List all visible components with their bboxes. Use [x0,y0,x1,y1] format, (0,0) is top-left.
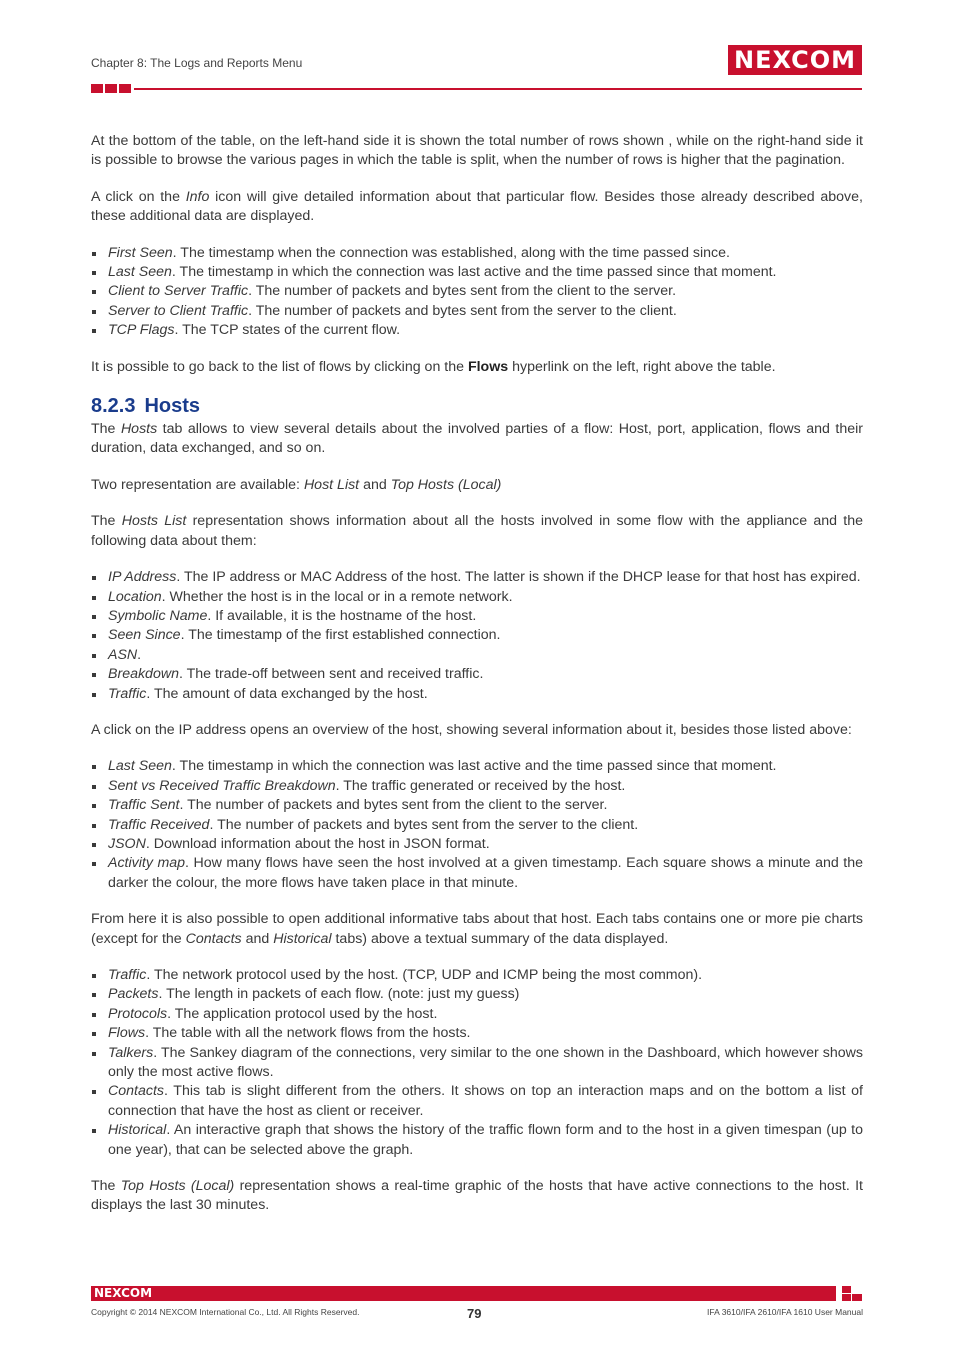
list-item-text: . If available, it is the hostname of the host. [207,607,477,624]
paragraph-tabs: From here it is also possible to open additional informative tabs about that host. Each tabs contains one or more pie charts (except for the Contacts and Historical tabs) above a textual summary of the data displayed. [91,911,863,947]
list-item [91,685,863,704]
list-item-term: Activity map [108,855,186,872]
list-item-term: Symbolic Name [108,607,208,624]
list-item-term: Contacts [108,1083,164,1100]
list-item-text: . The amount of data exchanged by the host. [146,685,428,702]
nexcom-logo: NEXCOM [728,45,862,75]
list-item [91,757,863,776]
list-item [91,1024,863,1043]
list-item-text: . The timestamp in which the connection was last active and the time passed since that moment. [171,264,777,281]
list-item [91,282,863,301]
paragraph-pagination: At the bottom of the table, on the left-hand side it is shown the total number of rows shown , while on the right-hand side it is possible to browse the various pages in which the table is split, when the number of rows is higher that the pagination. [91,133,863,169]
list-item-term: First Seen [108,244,173,261]
list-item-text: . Whether the host is in the local or in a remote network. [161,588,513,605]
paragraph-top-hosts: The Top Hosts (Local) representation shows a real-time graphic of the hosts that have active connections to the host. It displays the last 30 minutes. [91,1178,863,1214]
list-item [91,796,863,815]
list-item-text: . The number of packets and bytes sent from the server to the client. [248,302,677,319]
list-item [91,1121,863,1160]
chapter-title: Chapter 8: The Logs and Reports Menu [91,56,303,70]
list-item-term: Last Seen [108,264,172,281]
list-item-term: JSON [108,835,146,852]
flows-link-label: Flows [467,358,509,375]
list-item [91,646,863,665]
list-item-text: . The Sankey diagram of the connections, very similar to the one shown in the Dashboard, which however shows only the most active flows. [108,1044,863,1081]
list-item [91,966,863,985]
hosts-list-fields [91,568,863,704]
paragraph-hosts-list: The Hosts List representation shows information about all the hosts involved in some flow with the appliance and the following data about them: [91,513,863,549]
footer-squares-icon [842,1286,862,1301]
paragraph-hosts-tab: The Hosts tab allows to view several details about the involved parties of a flow: Host, port, application, flows and their duration, data exchanged, and so on. [91,421,863,457]
footer-bar [91,1286,836,1301]
list-item-term: Last Seen [108,758,172,775]
list-item [91,263,863,282]
page-number: 79 [467,1306,482,1321]
list-item [91,568,863,587]
list-item-term: IP Address [108,569,177,586]
list-item-text: . The timestamp in which the connection was last active and the time passed since that moment. [171,758,777,775]
list-item-text: . The timestamp when the connection was established, along with the time passed since. [172,244,730,261]
list-item-text: . The IP address or MAC Address of the host. The latter is shown if the DHCP lease for that host has expired. [176,569,861,586]
page-body [91,132,863,1233]
list-item-term: TCP Flags [108,322,175,339]
list-item-text: . The number of packets and bytes sent from the server to the client. [209,816,639,833]
list-item [91,302,863,321]
list-item-term: Sent vs Received Traffic Breakdown [108,777,336,794]
list-item-term: Historical [108,1122,167,1139]
host-tabs-list [91,966,863,1160]
list-item-term: ASN [108,646,138,663]
header-accent-blocks [91,84,131,93]
list-item-text: . The network protocol used by the host. (TCP, UDP and ICMP being the most common). [146,967,703,983]
list-item-text: . The length in packets of each flow. (note: just my guess) [158,986,520,1003]
list-item-term: Packets [108,986,159,1003]
list-item [91,244,863,263]
list-item [91,626,863,645]
list-item-text: . The number of packets and bytes sent from the client to the server. [248,283,677,300]
list-item [91,607,863,626]
header-rule [134,88,862,90]
paragraph-info-icon: A click on the Info icon will give detailed information about that particular flow. Besides those already described above, these additional data are displayed. [91,188,863,225]
list-item-text: . How many flows have seen the host involved at a given timestamp. Each square shows a minute and the darker the colour, the more flows have taken place in that minute. [108,855,863,891]
list-item [91,1044,863,1083]
section-number: 8.2.3 [91,395,136,418]
flow-details-list [91,244,863,341]
copyright: Copyright © 2014 NEXCOM International Co., Ltd. All Rights Reserved. [91,1307,360,1317]
list-item-text: . This tab is slight different from the others. It shows on top an interaction maps and on the bottom a list of connection that have the host as client or receiver. [108,1083,863,1119]
list-item [91,777,863,796]
list-item [91,1082,863,1121]
list-item-text: . The table with all the network flows from the hosts. [145,1025,471,1042]
list-item-term: Flows [108,1025,146,1042]
footer-logo: NEXCOM [94,1286,153,1300]
list-item-term: Breakdown [108,666,179,683]
list-item-term: Client to Server Traffic [108,283,249,300]
list-item-text: . [137,646,142,663]
list-item-term: Server to Client Traffic [108,302,249,319]
paragraph-representations: Two representation are available: Host List and Top Hosts (Local) [91,476,502,493]
list-item-text: . The number of packets and bytes sent from the client to the server. [179,797,608,814]
list-item-term: Seen Since [108,627,181,644]
info-term: Info [185,188,210,205]
section-heading [91,394,863,418]
list-item [91,1005,863,1024]
list-item-text: . An interactive graph that shows the history of the traffic flown form and to the host in a given timespan (up to one year), that can be selected above the graph. [108,1122,863,1158]
list-item-text: . The timestamp of the first established connection. [180,627,501,644]
list-item-text: . The application protocol used by the host. [167,1005,438,1022]
list-item-term: Traffic Sent [108,797,180,814]
list-item-term: Protocols [108,1005,168,1022]
list-item [91,985,863,1004]
list-item-term: Location [108,588,162,605]
list-item-term: Talkers [108,1044,154,1061]
list-item [91,835,863,854]
list-item [91,588,863,607]
list-item-text: . The traffic generated or received by the host. [335,777,626,794]
list-item [91,854,863,893]
list-item [91,816,863,835]
list-item-text: . The trade-off between sent and received traffic. [178,666,484,683]
list-item-term: Traffic [108,967,147,983]
manual-title: IFA 3610/IFA 2610/IFA 1610 User Manual [707,1307,863,1317]
host-overview-list [91,757,863,893]
list-item-text: . Download information about the host in JSON format. [145,835,490,852]
list-item-text: . The TCP states of the current flow. [174,322,401,339]
paragraph-ip-click: A click on the IP address opens an overview of the host, showing several information about it, besides those listed above: [91,721,852,738]
list-item-term: Traffic [108,685,147,702]
section-title: Hosts [144,395,201,418]
list-item [91,321,863,340]
list-item [91,665,863,684]
list-item-term: Traffic Received [108,816,210,833]
paragraph-flows-link: It is possible to go back to the list of flows by clicking on the Flows hyperlink on the left, right above the table. [91,358,776,375]
